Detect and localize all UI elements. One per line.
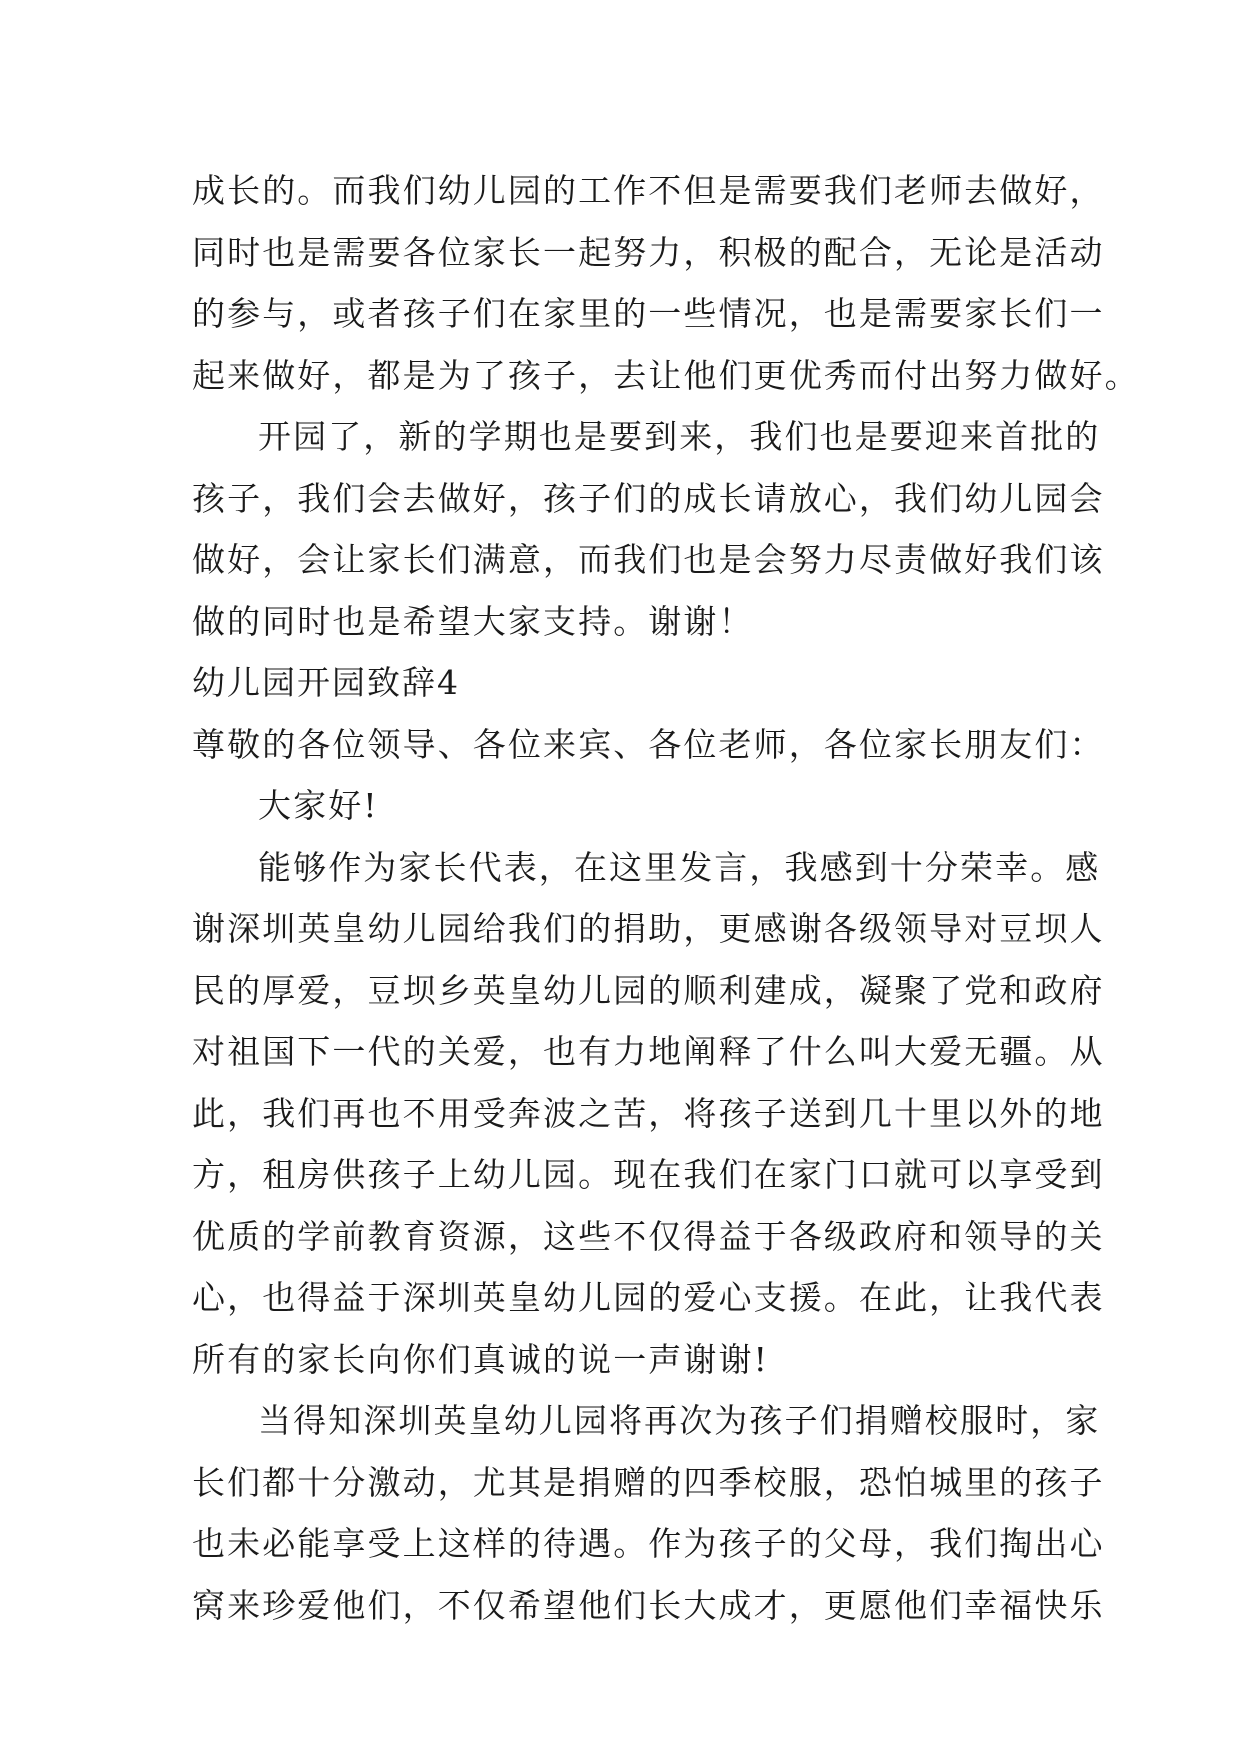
text-line: 对祖国下一代的关爱，也有力地阐释了什么叫大爱无疆。从 [192,1032,1105,1071]
text-line: 起来做好，都是为了孩子，去让他们更优秀而付出努力做好。 [192,355,1140,395]
text-line: 民的厚爱，豆坝乡英皇幼儿园的顺利建成，凝聚了党和政府 [192,970,1105,1010]
text-line: 心，也得益于深圳英皇幼儿园的爱心支援。在此，让我代表 [192,1278,1105,1317]
greeting-line: 大家好! [258,786,379,825]
text-line: 做好，会让家长们满意，而我们也是会努力尽责做好我们该 [192,540,1105,579]
text-line: 长们都十分激动，尤其是捐赠的四季校服，恐怕城里的孩子 [192,1462,1105,1502]
text-line: 谢深圳英皇幼儿园给我们的捐助，更感谢各级领导对豆坝人 [192,909,1105,948]
text-line: 也未必能享受上这样的待遇。作为孩子的父母，我们掏出心 [192,1524,1105,1563]
text-line: 能够作为家长代表，在这里发言，我感到十分荣幸。感 [258,847,1101,887]
text-line: 优质的学前教育资源，这些不仅得益于各级政府和领导的关 [192,1216,1105,1256]
text-line: 此，我们再也不用受奔波之苦，将孩子送到几十里以外的地 [192,1093,1105,1133]
text-line: 开园了，新的学期也是要到来，我们也是要迎来首批的 [258,417,1101,456]
salutation-line: 尊敬的各位领导、各位来宾、各位老师，各位家长朋友们： [192,724,1105,764]
text-line: 窝来珍爱他们，不仅希望他们长大成才，更愿他们幸福快乐 [192,1585,1105,1625]
text-line: 方，租房供孩子上幼儿园。现在我们在家门口就可以享受到 [192,1155,1105,1194]
text-line: 成长的。而我们幼儿园的工作不但是需要我们老师去做好， [192,171,1105,210]
text-line: 的参与，或者孩子们在家里的一些情况，也是需要家长们一 [192,294,1105,333]
section-heading: 幼儿园开园致辞4 [192,663,460,702]
text-line: 当得知深圳英皇幼儿园将再次为孩子们捐赠校服时，家 [258,1401,1101,1440]
document-body [192,160,1140,1636]
text-line: 同时也是需要各位家长一起努力，积极的配合，无论是活动 [192,232,1105,272]
text-line: 做的同时也是希望大家支持。谢谢！ [192,601,754,641]
text-line: 孩子，我们会去做好，孩子们的成长请放心，我们幼儿园会 [192,478,1105,518]
text-line: 所有的家长向你们真诚的说一声谢谢! [192,1339,769,1379]
